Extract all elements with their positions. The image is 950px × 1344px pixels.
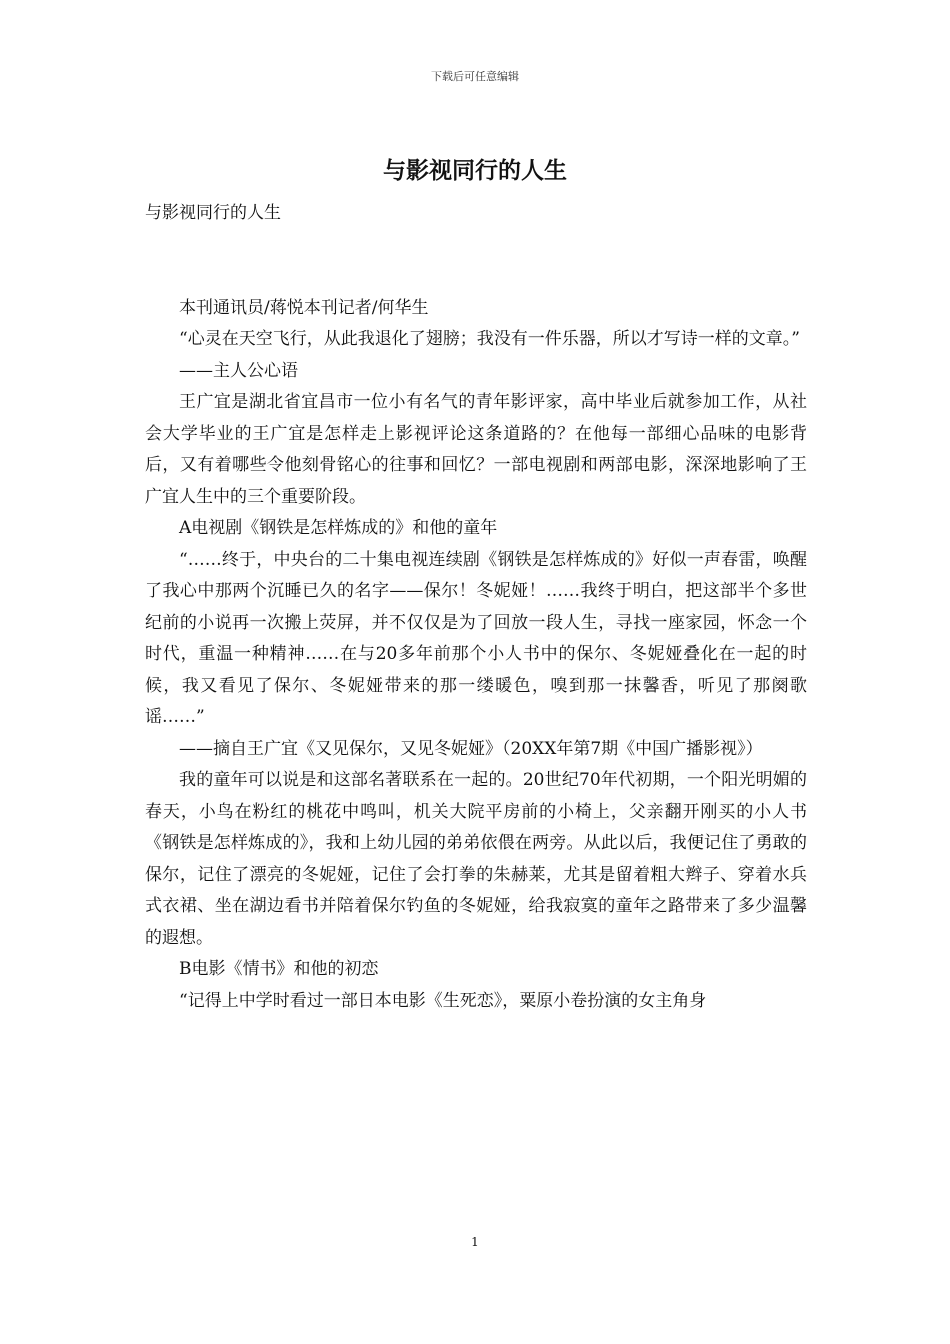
header-note: 下载后可任意编辑 [431, 70, 519, 83]
subtitle: 与影视同行的人生 [145, 203, 281, 223]
epigraph-attribution: ——主人公心语 [179, 360, 298, 381]
byline: 本刊通讯员/蒋悦本刊记者/何华生 [179, 297, 429, 318]
section-a-paragraph: 我的童年可以说是和这部名著联系在一起的。20世纪70年代初期，一个阳光明媚的春天，小鸟在粉红的桃花中鸣叫，机关大院平房前的小椅上，父亲翻开刚买的小人书《钢铁是怎样炼成的》，我和上幼儿园的弟弟依偎在两旁。从此以后，我便记住了勇敢的保尔，记住了漂亮的冬妮娅，记住了会打拳的朱赫莱，尤其是留着粗大辫子、穿着水兵式衣裙、坐在湖边看书并陪着保尔钓鱼的冬妮娅，给我寂寞的童年之路带来了多少温馨的遐想。 [145, 770, 807, 948]
section-a-source: ——摘自王广宜《又见保尔，又见冬妮娅》（20XX年第7期《中国广播影视》） [179, 738, 763, 759]
section-a-quote: “……终于，中央台的二十集电视连续剧《钢铁是怎样炼成的》好似一声春雷，唤醒了我心中那两个沉睡已久的名字——保尔！冬妮娅！……我终于明白，把这部半个多世纪前的小说再一次搬上荧屏，并不仅仅是为了回放一段人生，寻找一座家园，怀念一个时代，重温一种精神……在与20多年前那个小人书中的保尔、冬妮娅叠化在一起的时候，我又看见了保尔、冬妮娅带来的那一缕暖色，嗅到那一抹馨香，听见了那阕歌谣……” [145, 549, 807, 727]
page-number: 1 [471, 1235, 479, 1249]
document-body [145, 198, 807, 1017]
section-a-heading: A电视剧《钢铁是怎样炼成的》和他的童年 [179, 518, 498, 538]
document-title: 与影视同行的人生 [383, 157, 567, 184]
section-b-heading: B电影《情书》和他的初恋 [179, 959, 379, 979]
intro-paragraph: 王广宜是湖北省宜昌市一位小有名气的青年影评家，高中毕业后就参加工作，从社会大学毕业的王广宜是怎样走上影视评论这条道路的？在他每一部细心品味的电影背后，又有着哪些令他刻骨铭心的往事和回忆？一部电视剧和两部电影，深深地影响了王广宜人生中的三个重要阶段。 [145, 392, 807, 507]
blank-line [145, 230, 807, 293]
epigraph: “心灵在天空飞行，从此我退化了翅膀；我没有一件乐器，所以才写诗一样的文章。” [179, 329, 800, 349]
section-b-quote: “记得上中学时看过一部日本电影《生死恋》，粟原小卷扮演的女主角身 [179, 990, 707, 1011]
